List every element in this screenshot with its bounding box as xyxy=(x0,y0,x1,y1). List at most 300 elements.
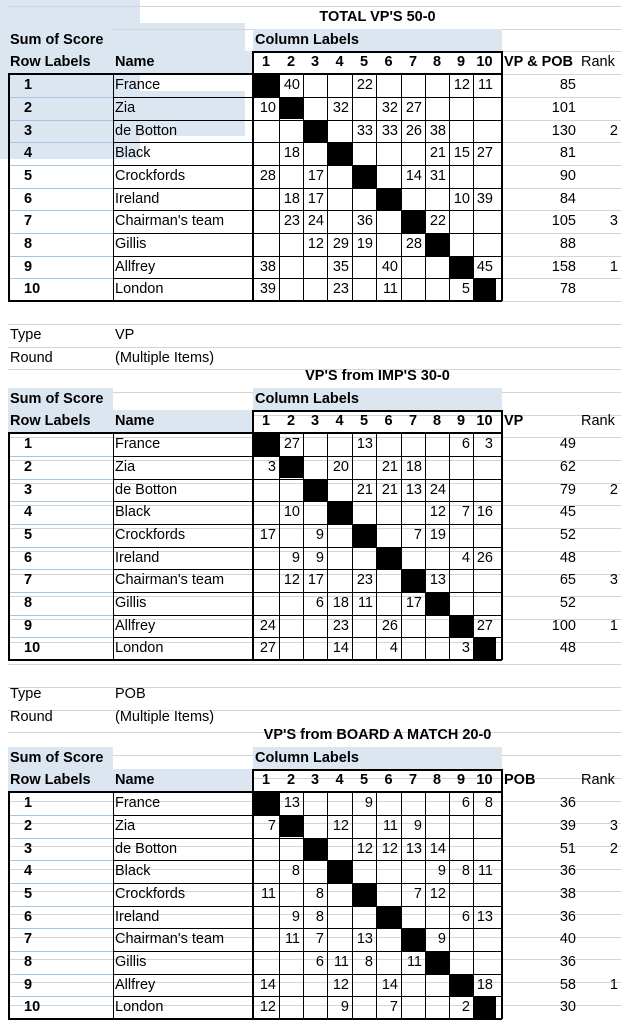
total-cell[interactable]: 40 xyxy=(559,931,576,948)
row-label[interactable]: 9 xyxy=(24,976,33,993)
score-cell[interactable]: 10 xyxy=(259,99,276,116)
row-label[interactable]: 1 xyxy=(24,77,33,94)
score-cell[interactable] xyxy=(279,233,303,256)
score-cell[interactable] xyxy=(449,838,473,861)
row-label[interactable]: 10 xyxy=(24,640,41,657)
score-cell[interactable] xyxy=(473,569,496,592)
score-cell[interactable]: 36 xyxy=(356,213,373,230)
score-cell[interactable]: 32 xyxy=(332,99,349,116)
row-label[interactable]: 8 xyxy=(24,595,33,611)
score-cell[interactable]: 6 xyxy=(461,436,470,453)
score-cell[interactable] xyxy=(376,928,401,951)
column-header-2[interactable]: 2 xyxy=(286,772,296,789)
score-cell[interactable] xyxy=(473,479,496,502)
score-cell[interactable]: 7 xyxy=(315,931,324,948)
score-cell[interactable]: 18 xyxy=(332,595,349,611)
score-cell[interactable]: 13 xyxy=(356,931,373,948)
column-header-7[interactable]: 7 xyxy=(408,772,418,789)
score-cell[interactable]: 17 xyxy=(307,167,324,184)
score-cell[interactable] xyxy=(253,569,279,592)
score-cell[interactable] xyxy=(253,547,279,570)
score-cell[interactable] xyxy=(352,142,376,165)
column-header-8[interactable]: 8 xyxy=(432,772,442,789)
score-cell[interactable] xyxy=(352,501,376,524)
score-cell[interactable]: 6 xyxy=(461,908,470,925)
score-cell[interactable]: 11 xyxy=(477,77,493,94)
score-cell[interactable] xyxy=(401,974,425,997)
team-name[interactable]: Ireland xyxy=(115,908,160,925)
row-label[interactable]: 3 xyxy=(24,481,33,498)
column-header-9[interactable]: 9 xyxy=(456,772,466,789)
score-cell[interactable] xyxy=(376,569,401,592)
score-cell[interactable] xyxy=(253,479,279,502)
score-cell[interactable]: 14 xyxy=(381,976,398,993)
rank-cell[interactable] xyxy=(579,97,621,120)
filter-label[interactable]: Round xyxy=(10,349,53,366)
row-label[interactable]: 8 xyxy=(24,236,33,252)
filter-value[interactable]: (Multiple Items) xyxy=(115,349,215,366)
score-cell[interactable]: 14 xyxy=(405,167,422,184)
row-label[interactable]: 1 xyxy=(24,795,33,812)
team-name[interactable]: London xyxy=(115,640,164,657)
team-name[interactable]: France xyxy=(115,77,161,94)
score-cell[interactable]: 4 xyxy=(461,549,470,566)
total-cell[interactable]: 52 xyxy=(559,526,576,543)
score-cell[interactable]: 9 xyxy=(315,549,324,566)
score-cell[interactable]: 14 xyxy=(429,840,446,857)
score-cell[interactable] xyxy=(401,74,425,97)
total-cell[interactable]: 36 xyxy=(559,795,576,812)
score-cell[interactable] xyxy=(401,860,425,883)
score-cell[interactable] xyxy=(425,188,449,211)
rank-cell[interactable] xyxy=(579,456,621,479)
column-header-1[interactable]: 1 xyxy=(261,772,271,789)
score-cell[interactable] xyxy=(327,165,352,188)
score-cell[interactable]: 21 xyxy=(381,481,398,498)
score-cell[interactable]: 12 xyxy=(453,77,470,94)
score-cell[interactable] xyxy=(425,97,449,120)
score-cell[interactable]: 28 xyxy=(259,167,276,184)
score-cell[interactable]: 9 xyxy=(413,817,422,834)
score-cell[interactable]: 9 xyxy=(364,795,373,812)
column-header-4[interactable]: 4 xyxy=(335,54,344,71)
column-header-6[interactable]: 6 xyxy=(384,54,393,71)
score-cell[interactable] xyxy=(352,188,376,211)
team-name[interactable]: France xyxy=(115,436,161,453)
score-cell[interactable] xyxy=(449,479,473,502)
score-cell[interactable]: 22 xyxy=(356,77,373,94)
score-cell[interactable]: 39 xyxy=(476,190,493,207)
team-name[interactable]: de Botton xyxy=(115,122,178,139)
score-cell[interactable]: 33 xyxy=(381,122,398,139)
score-cell[interactable]: 17 xyxy=(307,572,324,589)
filter-label[interactable]: Round xyxy=(10,708,53,725)
score-cell[interactable] xyxy=(303,815,327,838)
rank-cell[interactable] xyxy=(579,433,621,456)
score-cell[interactable]: 27 xyxy=(283,436,300,453)
team-name[interactable]: Zia xyxy=(115,99,136,116)
score-cell[interactable] xyxy=(327,188,352,211)
score-cell[interactable]: 17 xyxy=(307,190,324,207)
rank-cell[interactable] xyxy=(579,501,621,524)
column-header-10[interactable]: 10 xyxy=(476,54,493,71)
score-cell[interactable] xyxy=(401,996,425,1019)
rank-cell[interactable] xyxy=(579,524,621,547)
column-header-2[interactable]: 2 xyxy=(286,54,296,71)
total-cell[interactable]: 36 xyxy=(559,908,576,925)
score-cell[interactable] xyxy=(473,928,496,951)
total-cell[interactable]: 100 xyxy=(551,617,576,634)
score-cell[interactable]: 9 xyxy=(437,863,446,880)
score-cell[interactable] xyxy=(473,120,496,143)
score-cell[interactable]: 10 xyxy=(283,504,300,521)
filter-label[interactable]: Type xyxy=(10,326,42,343)
score-cell[interactable] xyxy=(425,637,449,660)
row-label[interactable]: 2 xyxy=(24,99,33,116)
score-cell[interactable]: 27 xyxy=(405,99,422,116)
total-cell[interactable]: 45 xyxy=(559,504,576,521)
total-cell[interactable]: 39 xyxy=(559,817,576,834)
team-name[interactable]: Chairman's team xyxy=(115,213,225,230)
row-label[interactable]: 3 xyxy=(24,122,33,139)
score-cell[interactable] xyxy=(279,165,303,188)
score-cell[interactable] xyxy=(401,501,425,524)
rank-cell[interactable] xyxy=(579,233,621,256)
score-cell[interactable]: 8 xyxy=(315,885,324,902)
score-cell[interactable] xyxy=(425,906,449,929)
rank-cell[interactable] xyxy=(579,637,621,660)
pivot-sum-label[interactable]: Sum of Score xyxy=(8,388,113,411)
total-header[interactable]: VP xyxy=(504,413,524,430)
score-cell[interactable] xyxy=(425,547,449,570)
pivot-row-labels[interactable]: Row Labels xyxy=(8,410,113,433)
column-header-10[interactable]: 10 xyxy=(476,772,493,789)
total-cell[interactable]: 48 xyxy=(559,640,576,657)
total-cell[interactable]: 65 xyxy=(559,572,576,589)
row-label[interactable]: 3 xyxy=(24,840,33,857)
score-cell[interactable]: 10 xyxy=(453,190,470,207)
score-cell[interactable] xyxy=(376,233,401,256)
score-cell[interactable] xyxy=(303,792,327,815)
row-label[interactable]: 4 xyxy=(24,504,33,521)
column-header-1[interactable]: 1 xyxy=(261,413,271,430)
score-cell[interactable] xyxy=(279,996,303,1019)
score-cell[interactable]: 18 xyxy=(283,145,300,162)
total-cell[interactable]: 78 xyxy=(559,281,576,298)
total-cell[interactable]: 101 xyxy=(551,99,576,116)
score-cell[interactable] xyxy=(473,592,496,615)
score-cell[interactable] xyxy=(473,233,496,256)
name-header[interactable]: Name xyxy=(113,769,253,792)
score-cell[interactable]: 7 xyxy=(413,885,422,902)
score-cell[interactable] xyxy=(449,97,473,120)
score-cell[interactable]: 9 xyxy=(315,526,324,543)
row-label[interactable]: 7 xyxy=(24,213,33,230)
score-cell[interactable]: 7 xyxy=(413,526,422,543)
score-cell[interactable] xyxy=(327,838,352,861)
pivot-column-labels[interactable]: Column Labels xyxy=(253,747,502,770)
pivot-row-labels[interactable]: Row Labels xyxy=(8,51,113,74)
total-cell[interactable]: 49 xyxy=(559,436,576,453)
section-title[interactable]: TOTAL VP'S 50-0 xyxy=(319,9,436,25)
rank-header[interactable]: Rank xyxy=(581,772,615,789)
score-cell[interactable]: 19 xyxy=(429,526,446,543)
score-cell[interactable] xyxy=(303,501,327,524)
score-cell[interactable]: 6 xyxy=(315,954,324,970)
score-cell[interactable] xyxy=(279,256,303,279)
total-cell[interactable]: 84 xyxy=(559,190,576,207)
score-cell[interactable] xyxy=(327,74,352,97)
rank-cell[interactable] xyxy=(579,951,621,974)
score-cell[interactable]: 11 xyxy=(406,954,422,970)
score-cell[interactable] xyxy=(327,210,352,233)
score-cell[interactable]: 24 xyxy=(307,213,324,230)
score-cell[interactable] xyxy=(352,456,376,479)
score-cell[interactable]: 23 xyxy=(283,213,300,230)
score-cell[interactable]: 6 xyxy=(461,795,470,812)
total-cell[interactable]: 85 xyxy=(559,77,576,94)
column-header-8[interactable]: 8 xyxy=(432,413,442,430)
filter-label[interactable]: Type xyxy=(10,685,42,702)
total-header[interactable]: POB xyxy=(504,772,536,789)
score-cell[interactable] xyxy=(253,120,279,143)
score-cell[interactable] xyxy=(425,815,449,838)
score-cell[interactable]: 7 xyxy=(267,817,276,834)
score-cell[interactable] xyxy=(303,637,327,660)
section-title[interactable]: VP'S from BOARD A MATCH 20-0 xyxy=(263,727,492,743)
score-cell[interactable] xyxy=(303,860,327,883)
score-cell[interactable] xyxy=(449,569,473,592)
score-cell[interactable] xyxy=(352,974,376,997)
score-cell[interactable] xyxy=(473,524,496,547)
score-cell[interactable] xyxy=(327,883,352,906)
column-header-4[interactable]: 4 xyxy=(335,413,344,430)
team-name[interactable]: Chairman's team xyxy=(115,572,225,589)
row-label[interactable]: 5 xyxy=(24,885,33,902)
score-cell[interactable]: 24 xyxy=(259,617,276,634)
score-cell[interactable]: 33 xyxy=(356,122,373,139)
score-cell[interactable]: 17 xyxy=(405,595,422,611)
score-cell[interactable] xyxy=(352,278,376,301)
column-header-7[interactable]: 7 xyxy=(408,413,418,430)
filter-value[interactable]: POB xyxy=(115,685,146,702)
score-cell[interactable]: 8 xyxy=(484,795,493,812)
team-name[interactable]: Crockfords xyxy=(115,885,186,902)
score-cell[interactable] xyxy=(425,433,449,456)
column-header-5[interactable]: 5 xyxy=(359,772,369,789)
score-cell[interactable] xyxy=(253,906,279,929)
score-cell[interactable] xyxy=(376,860,401,883)
team-name[interactable]: France xyxy=(115,795,161,812)
score-cell[interactable] xyxy=(449,815,473,838)
column-header-9[interactable]: 9 xyxy=(456,54,466,71)
rank-cell[interactable] xyxy=(579,188,621,211)
score-cell[interactable] xyxy=(473,97,496,120)
score-cell[interactable] xyxy=(253,592,279,615)
score-cell[interactable]: 45 xyxy=(476,258,493,275)
rank-cell[interactable]: 3 xyxy=(609,817,618,834)
score-cell[interactable] xyxy=(449,456,473,479)
column-header-3[interactable]: 3 xyxy=(310,54,320,71)
score-cell[interactable]: 23 xyxy=(356,572,373,589)
score-cell[interactable]: 9 xyxy=(291,908,300,925)
score-cell[interactable] xyxy=(279,951,303,974)
score-cell[interactable] xyxy=(303,97,327,120)
column-header-3[interactable]: 3 xyxy=(310,413,320,430)
score-cell[interactable] xyxy=(449,233,473,256)
team-name[interactable]: Gillis xyxy=(115,236,147,252)
score-cell[interactable]: 13 xyxy=(405,840,422,857)
team-name[interactable]: Allfrey xyxy=(115,976,156,993)
rank-cell[interactable] xyxy=(579,860,621,883)
score-cell[interactable] xyxy=(352,637,376,660)
section-title[interactable]: VP'S from IMP'S 30-0 xyxy=(305,368,450,384)
row-label[interactable]: 4 xyxy=(24,863,33,880)
score-cell[interactable]: 7 xyxy=(461,504,470,521)
score-cell[interactable] xyxy=(303,974,327,997)
rank-cell[interactable] xyxy=(579,547,621,570)
total-cell[interactable]: 58 xyxy=(559,976,576,993)
rank-cell[interactable] xyxy=(579,792,621,815)
score-cell[interactable] xyxy=(425,615,449,638)
score-cell[interactable] xyxy=(449,165,473,188)
score-cell[interactable] xyxy=(376,883,401,906)
filter-value[interactable]: VP xyxy=(115,326,135,343)
score-cell[interactable]: 13 xyxy=(429,572,446,589)
score-cell[interactable]: 12 xyxy=(283,572,300,589)
filter-value[interactable]: (Multiple Items) xyxy=(115,708,215,725)
name-header[interactable]: Name xyxy=(113,51,253,74)
score-cell[interactable]: 28 xyxy=(405,236,422,252)
score-cell[interactable] xyxy=(279,120,303,143)
column-header-7[interactable]: 7 xyxy=(408,54,418,71)
score-cell[interactable] xyxy=(401,906,425,929)
team-name[interactable]: Gillis xyxy=(115,595,147,611)
row-label[interactable]: 6 xyxy=(24,549,33,566)
score-cell[interactable]: 7 xyxy=(389,999,398,1016)
score-cell[interactable] xyxy=(425,456,449,479)
team-name[interactable]: London xyxy=(115,999,164,1016)
score-cell[interactable] xyxy=(327,120,352,143)
score-cell[interactable]: 11 xyxy=(333,954,349,970)
total-cell[interactable]: 158 xyxy=(551,258,576,275)
score-cell[interactable]: 14 xyxy=(332,640,349,657)
score-cell[interactable]: 3 xyxy=(267,458,276,475)
score-cell[interactable] xyxy=(279,592,303,615)
score-cell[interactable] xyxy=(473,815,496,838)
score-cell[interactable]: 8 xyxy=(315,908,324,925)
team-name[interactable]: Chairman's team xyxy=(115,931,225,948)
score-cell[interactable] xyxy=(449,883,473,906)
score-cell[interactable] xyxy=(401,188,425,211)
score-cell[interactable]: 12 xyxy=(429,885,446,902)
score-cell[interactable]: 26 xyxy=(405,122,422,139)
row-label[interactable]: 6 xyxy=(24,908,33,925)
score-cell[interactable] xyxy=(401,278,425,301)
rank-header[interactable]: Rank xyxy=(581,413,615,430)
score-cell[interactable] xyxy=(253,210,279,233)
score-cell[interactable]: 38 xyxy=(429,122,446,139)
column-header-5[interactable]: 5 xyxy=(359,413,369,430)
score-cell[interactable]: 27 xyxy=(476,617,493,634)
score-cell[interactable] xyxy=(303,615,327,638)
score-cell[interactable]: 4 xyxy=(389,640,398,657)
score-cell[interactable] xyxy=(473,165,496,188)
score-cell[interactable] xyxy=(327,569,352,592)
row-label[interactable]: 9 xyxy=(24,617,33,634)
rank-cell[interactable]: 1 xyxy=(609,258,618,275)
column-header-1[interactable]: 1 xyxy=(261,54,271,71)
score-cell[interactable] xyxy=(352,615,376,638)
score-cell[interactable]: 3 xyxy=(484,436,493,453)
score-cell[interactable]: 32 xyxy=(381,99,398,116)
score-cell[interactable]: 29 xyxy=(332,236,349,252)
score-cell[interactable]: 12 xyxy=(307,236,324,252)
score-cell[interactable] xyxy=(327,547,352,570)
rank-cell[interactable]: 1 xyxy=(609,617,618,634)
total-cell[interactable]: 51 xyxy=(559,840,576,857)
score-cell[interactable]: 8 xyxy=(364,954,373,970)
rank-cell[interactable]: 2 xyxy=(609,122,618,139)
rank-cell[interactable]: 3 xyxy=(609,572,618,589)
score-cell[interactable]: 27 xyxy=(259,640,276,657)
score-cell[interactable]: 11 xyxy=(382,281,398,298)
score-cell[interactable]: 16 xyxy=(476,504,493,521)
score-cell[interactable] xyxy=(303,996,327,1019)
score-cell[interactable]: 3 xyxy=(461,640,470,657)
score-cell[interactable] xyxy=(253,233,279,256)
score-cell[interactable] xyxy=(279,883,303,906)
total-cell[interactable]: 36 xyxy=(559,954,576,970)
score-cell[interactable] xyxy=(279,838,303,861)
score-cell[interactable] xyxy=(279,637,303,660)
column-header-2[interactable]: 2 xyxy=(286,413,296,430)
team-name[interactable]: Ireland xyxy=(115,549,160,566)
score-cell[interactable]: 24 xyxy=(429,481,446,498)
row-label[interactable]: 7 xyxy=(24,931,33,948)
score-cell[interactable]: 31 xyxy=(429,167,446,184)
score-cell[interactable]: 35 xyxy=(332,258,349,275)
column-header-3[interactable]: 3 xyxy=(310,772,320,789)
team-name[interactable]: Allfrey xyxy=(115,258,156,275)
team-name[interactable]: Allfrey xyxy=(115,617,156,634)
score-cell[interactable] xyxy=(303,74,327,97)
score-cell[interactable] xyxy=(279,524,303,547)
total-cell[interactable]: 52 xyxy=(559,595,576,611)
score-cell[interactable] xyxy=(376,433,401,456)
row-label[interactable]: 7 xyxy=(24,572,33,589)
rank-header[interactable]: Rank xyxy=(581,54,615,71)
score-cell[interactable] xyxy=(253,860,279,883)
column-header-6[interactable]: 6 xyxy=(384,413,393,430)
total-cell[interactable]: 38 xyxy=(559,885,576,902)
score-cell[interactable]: 26 xyxy=(476,549,493,566)
score-cell[interactable] xyxy=(401,615,425,638)
score-cell[interactable]: 12 xyxy=(381,840,398,857)
score-cell[interactable] xyxy=(425,74,449,97)
score-cell[interactable]: 18 xyxy=(476,976,493,993)
row-label[interactable]: 5 xyxy=(24,167,33,184)
score-cell[interactable] xyxy=(473,456,496,479)
rank-cell[interactable] xyxy=(579,165,621,188)
score-cell[interactable] xyxy=(425,256,449,279)
total-cell[interactable]: 36 xyxy=(559,863,576,880)
score-cell[interactable] xyxy=(376,210,401,233)
pivot-sum-label[interactable]: Sum of Score xyxy=(8,747,113,770)
score-cell[interactable]: 12 xyxy=(356,840,373,857)
pivot-column-labels[interactable]: Column Labels xyxy=(253,29,502,52)
score-cell[interactable] xyxy=(473,951,496,974)
